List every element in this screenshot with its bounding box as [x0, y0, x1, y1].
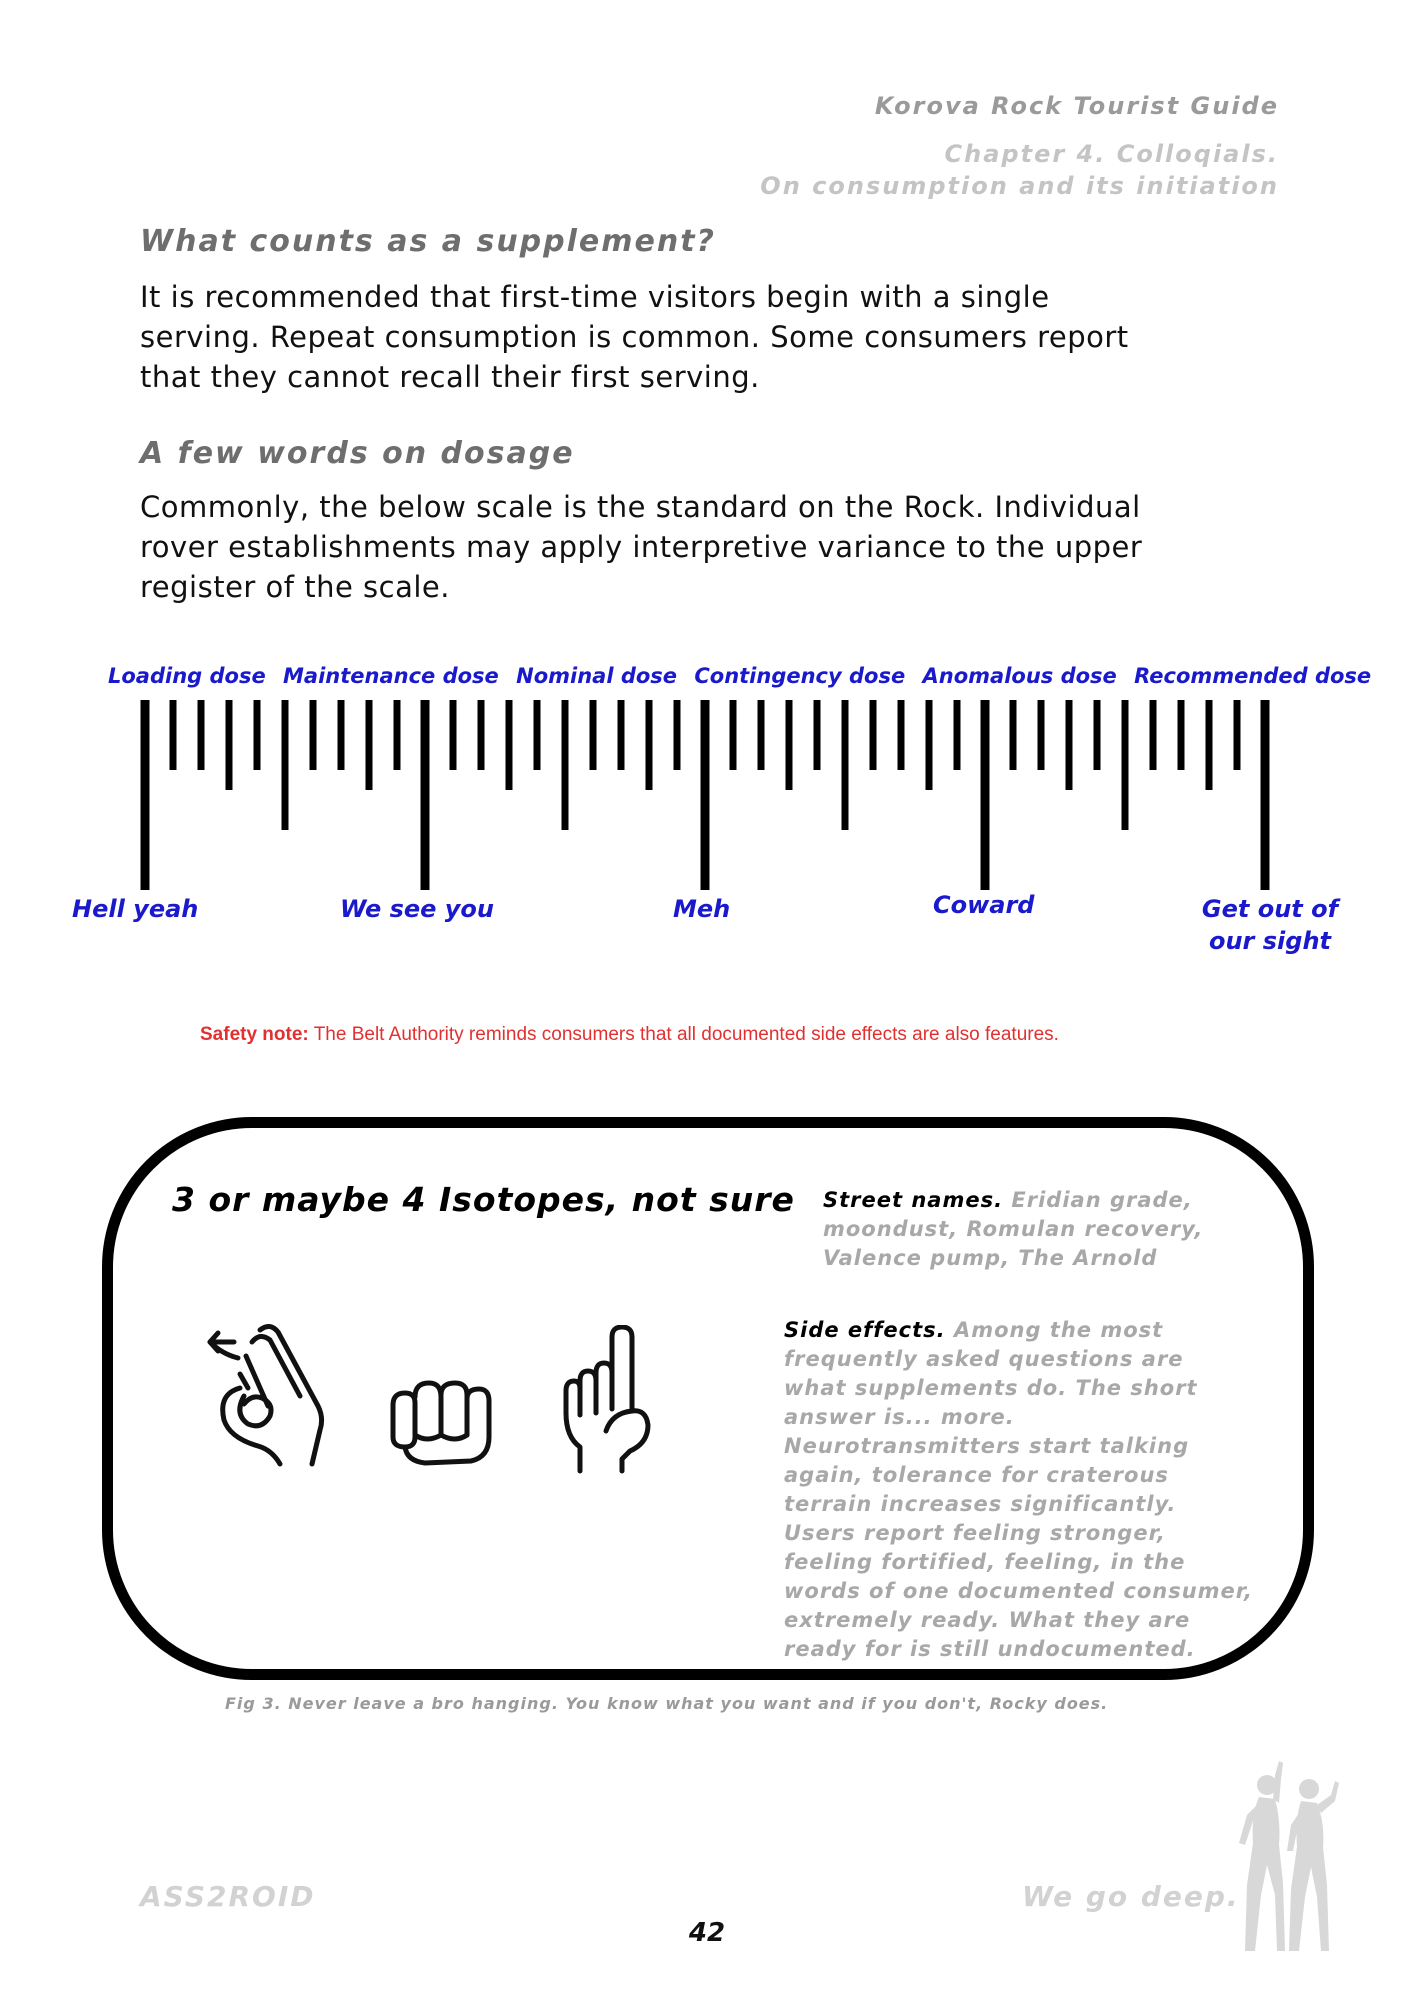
- safety-note-label: Safety note:: [200, 1024, 309, 1045]
- scale-bottom-label: Hell yeah: [72, 895, 199, 923]
- footer-brand: ASS2ROID: [140, 1880, 316, 1913]
- scale-bottom-label: Meh: [673, 895, 731, 923]
- page-number: 42: [688, 1918, 726, 1948]
- section-heading-dosage: A few words on dosage: [140, 436, 575, 471]
- scale-bottom-label: Get out of our sight: [1201, 895, 1339, 955]
- pointing-finger-icon: [556, 1325, 656, 1475]
- figure-caption: Fig 3. Never leave a bro hanging. You know what you want and if you don't, Rocky does.: [225, 1694, 1109, 1713]
- ok-hand-gesture-icon: [200, 1318, 330, 1478]
- dosage-scale-ruler: [0, 700, 1414, 900]
- scale-bottom-label: We see you: [340, 895, 494, 923]
- street-names: [823, 1186, 1213, 1273]
- panel-title: 3 or maybe 4 Isotopes, not sure: [172, 1180, 795, 1219]
- chapter-title: Chapter 4. Colloqials.: [944, 140, 1279, 168]
- section-body-dosage: Commonly, the below scale is the standard on the Rock. Individual rover establishments may apply interpretive variance to the upper register of the scale.: [140, 490, 1143, 604]
- footer-tagline: We go deep.: [1022, 1880, 1240, 1913]
- scale-top-label: Loading dose: [108, 664, 266, 688]
- scale-top-label: Recommended dose: [1134, 664, 1372, 688]
- section-body-supplement: It is recommended that first-time visitors begin with a single serving. Repeat consumption is common. Some consumers report that they cannot recall their first serving.: [140, 280, 1129, 394]
- scale-bottom-label: Coward: [933, 891, 1035, 919]
- side-effects-label: Side effects.: [784, 1318, 946, 1342]
- street-names-text: Eridian grade, moondust, Romulan recovery, Valence pump, The Arnold: [823, 1188, 1204, 1270]
- safety-note: [200, 1025, 1200, 1045]
- scale-top-label: Contingency dose: [694, 664, 906, 688]
- chapter-subtitle: On consumption and its initiation: [760, 172, 1279, 200]
- scale-top-label: Anomalous dose: [922, 664, 1117, 688]
- safety-note-text: The Belt Authority reminds consumers that all documented side effects are also features.: [313, 1024, 1059, 1045]
- book-title: Korova Rock Tourist Guide: [874, 92, 1279, 120]
- scale-top-labels: [108, 664, 1372, 688]
- scale-top-label: Nominal dose: [516, 664, 678, 688]
- street-names-label: Street names.: [823, 1188, 1004, 1212]
- side-effects-text: Among the most frequently asked questions are what supplements do. The short answer is... more. Neurotransmitters start talking again, tolerance for craterous terrain increases significantly. Users report feeling stronger, feeling fortified, feeling, in the words of one documented consumer, extremely ready. What they are ready for is still undocumented.: [784, 1318, 1254, 1661]
- section-heading-supplement: What counts as a supplement?: [140, 224, 716, 259]
- side-effects: [784, 1316, 1254, 1664]
- scale-top-label: Maintenance dose: [283, 664, 499, 688]
- fist-icon: [385, 1375, 495, 1470]
